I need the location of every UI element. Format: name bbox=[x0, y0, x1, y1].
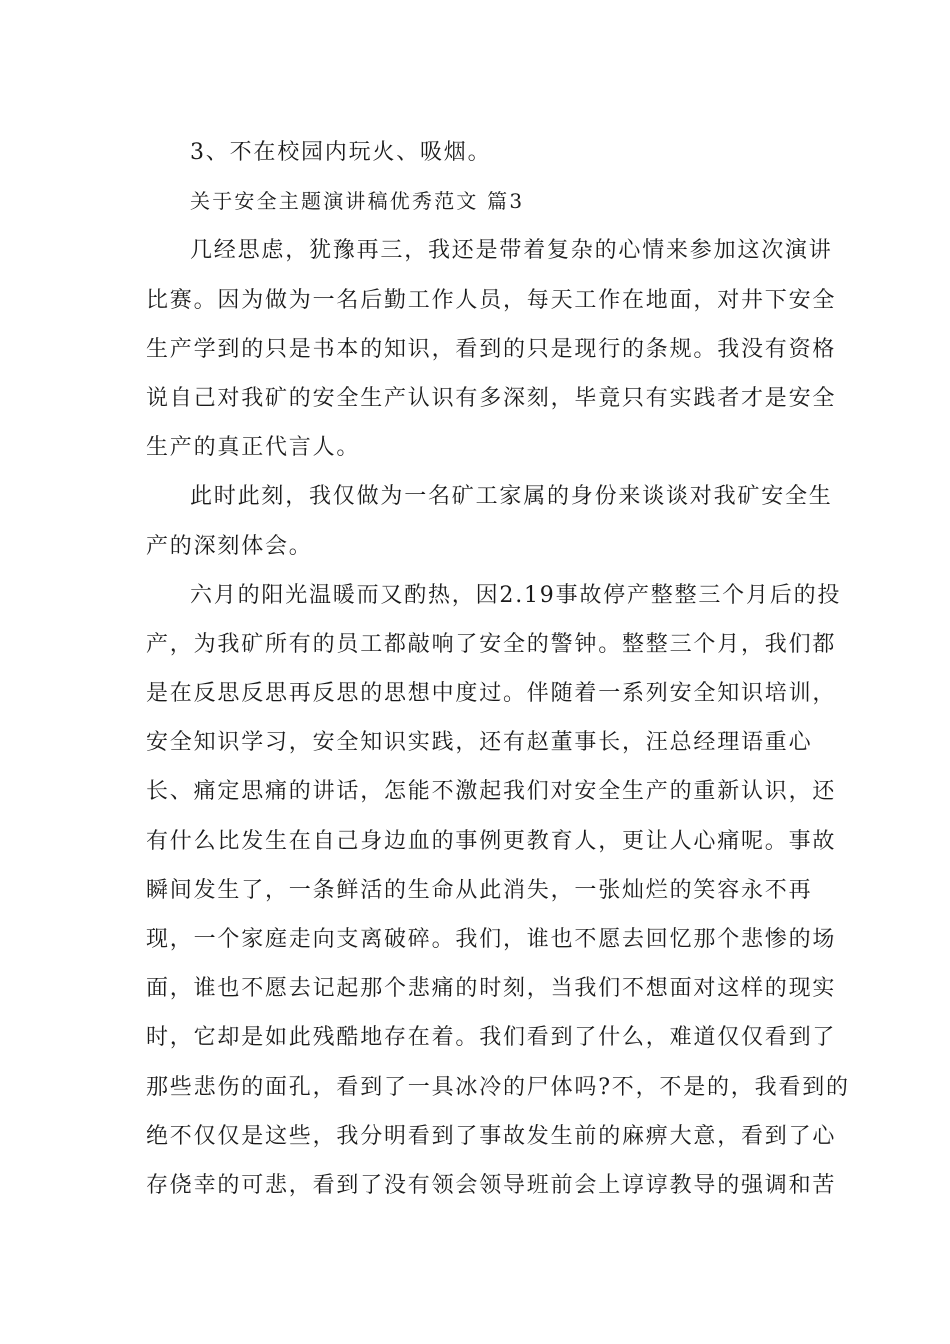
paragraph-3-line: 存侥幸的可悲，看到了没有领会领导班前会上谆谆教导的强调和苦 bbox=[146, 1172, 837, 1198]
paragraph-3-line: 产，为我矿所有的员工都敲响了安全的警钟。整整三个月，我们都 bbox=[146, 631, 837, 657]
paragraph-3-line: 长、痛定思痛的讲话，怎能不激起我们对安全生产的重新认识，还 bbox=[146, 779, 837, 805]
paragraph-3-line: 绝不仅仅是这些，我分明看到了事故发生前的麻痹大意，看到了心 bbox=[146, 1123, 837, 1149]
paragraph-1-line: 比赛。因为做为一名后勤工作人员，每天工作在地面，对井下安全 bbox=[146, 287, 837, 313]
section-title: 关于安全主题演讲稿优秀范文 篇3 bbox=[190, 189, 525, 214]
paragraph-3-line: 瞬间发生了，一条鲜活的生命从此消失，一张灿烂的笑容永不再 bbox=[146, 877, 813, 903]
paragraph-3-line: 是在反思反思再反思的思想中度过。伴随着一系列安全知识培训， bbox=[146, 681, 837, 707]
paragraph-3-line: 六月的阳光温暖而又酌热，因2.19事故停产整整三个月后的投 bbox=[190, 582, 842, 608]
document-body bbox=[146, 128, 850, 1210]
paragraph-3-line: 面，谁也不愿去记起那个悲痛的时刻，当我们不想面对这样的现实 bbox=[146, 976, 837, 1002]
paragraph-2-line: 产的深刻体会。 bbox=[146, 533, 313, 559]
paragraph-3-line: 安全知识学习，安全知识实践，还有赵董事长，汪总经理语重心 bbox=[146, 730, 813, 756]
list-item-3: 3、不在校园内玩火、吸烟。 bbox=[190, 140, 492, 165]
paragraph-1-line: 几经思虑，犹豫再三，我还是带着复杂的心情来参加这次演讲 bbox=[190, 238, 833, 264]
paragraph-3-line: 现，一个家庭走向支离破碎。我们，谁也不愿去回忆那个悲惨的场 bbox=[146, 927, 837, 952]
paragraph-3-line: 时，它却是如此残酷地存在着。我们看到了什么，难道仅仅看到了 bbox=[146, 1025, 837, 1051]
paragraph-1-line: 生产学到的只是书本的知识，看到的只是现行的条规。我没有资格 bbox=[146, 336, 837, 362]
paragraph-1-line: 生产的真正代言人。 bbox=[146, 435, 361, 461]
paragraph-2-line: 此时此刻，我仅做为一名矿工家属的身份来谈谈对我矿安全生 bbox=[190, 484, 833, 510]
paragraph-3-line: 那些悲伤的面孔，看到了一具冰冷的尸体吗?不，不是的，我看到的 bbox=[146, 1074, 850, 1100]
paragraph-3-line: 有什么比发生在自己身边血的事例更教育人，更让人心痛呢。事故 bbox=[146, 828, 837, 854]
paragraph-1-line: 说自己对我矿的安全生产认识有多深刻，毕竟只有实践者才是安全 bbox=[146, 385, 837, 411]
